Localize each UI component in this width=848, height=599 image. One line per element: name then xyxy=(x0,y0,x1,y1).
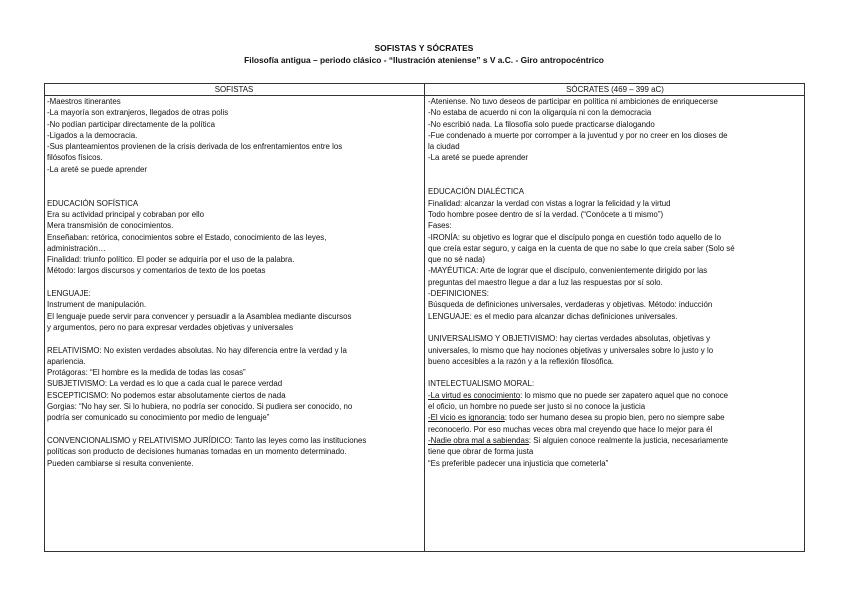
text-line: Fases: xyxy=(428,221,452,231)
text-line: políticas son producto de decisiones humanas tomadas en un momento determinado. xyxy=(47,447,347,457)
text-line: administración… xyxy=(47,243,106,253)
text-line: Instrument de manipulación. xyxy=(47,300,147,310)
inline-text: : todo ser humano desea su propio bien, pero no siempre sabe xyxy=(504,413,725,423)
text-line: Finalidad: triunfo político. El poder se adquiría por el uso de la palabra. xyxy=(47,255,295,265)
text-line: Protágoras: “El hombre es la medida de todas las cosas” xyxy=(47,368,246,378)
text-line: reconocerlo. Por eso muchas veces obra mal creyendo que hace lo mejor para él xyxy=(428,424,713,434)
text-line: -Ligados a la democracia. xyxy=(47,130,138,140)
socrates-intelectualismo xyxy=(428,378,802,468)
text-line: tiene que obrar de forma justa xyxy=(428,447,534,457)
text-line: Gorgias: “No hay ser. Si lo hubiera, no podría ser conocido. Si pudiera ser conocido, no xyxy=(47,402,353,412)
text-line: el oficio, un hombre no puede ser justo si no conoce la justicia xyxy=(428,402,646,412)
text-line: y argumentos, pero no para expresar verdades objetivas y universales xyxy=(47,322,294,332)
text-line: -La mayoría son extranjeros, llegados de otras polis xyxy=(47,108,229,118)
text-line: Todo hombre posee dentro de sí la verdad. (“Conócete a ti mismo”) xyxy=(428,209,664,219)
comparison-table xyxy=(44,83,805,552)
socrates-intro xyxy=(428,96,802,164)
text-line: Enseñaban: retórica, conocimientos sobre el Estado, conocimiento de las leyes, xyxy=(47,232,327,242)
text-line: Método: largos discursos y comentarios de texto de los poetas xyxy=(47,266,266,276)
text-line: UNIVERSALISMO Y OBJETIVISMO: hay ciertas verdades absolutas, objetivas y xyxy=(428,334,711,344)
sofistas-column xyxy=(47,84,421,469)
text-line: ESCEPTICISMO: No podemos estar absolutamente ciertos de nada xyxy=(47,390,286,400)
sofistas-relativismo xyxy=(47,345,421,424)
section-heading: INTELECTUALISMO MORAL: xyxy=(428,379,535,389)
text-line: RELATIVISMO: No existen verdades absolutas. No hay diferencia entre la verdad y la xyxy=(47,345,347,355)
text-line: Mera transmisión de conocimientos. xyxy=(47,221,174,231)
text-line: -IRONÍA: su objetivo es lograr que el discípulo ponga en cuestión todo aquello de lo xyxy=(428,232,722,242)
text-line: Finalidad: alcanzar la verdad con vistas a lograr la felicidad y la virtud xyxy=(428,198,671,208)
sofistas-intro xyxy=(47,96,421,175)
text-line: que no sé nada) xyxy=(428,255,486,265)
text-line: preguntas del maestro llegue a dar a luz las respuestas por sí solo. xyxy=(428,277,663,287)
text-line: Búsqueda de definiciones universales, verdaderas y objetivas. Método: inducción xyxy=(428,300,713,310)
sofistas-educacion xyxy=(47,198,421,277)
text-line xyxy=(428,435,802,446)
text-line: -Fue condenado a muerte por corromper a la juventud y por no creer en los dioses de xyxy=(428,130,728,140)
document-subtitle: Filosofía antigua – periodo clásico - “Ilustración ateniense” s V a.C. - Giro antropocéntrico xyxy=(244,55,604,65)
text-line: LENGUAJE: es el medio para alcanzar dichas definiciones universales. xyxy=(428,311,678,321)
socrates-header: SÓCRATES (469 – 399 aC) xyxy=(566,85,664,94)
section-heading: LENGUAJE: xyxy=(47,289,91,299)
section-heading: EDUCACIÓN SOFÍSTICA xyxy=(47,198,139,208)
text-line: CONVENCIONALISMO y RELATIVISMO JURÍDICO: Tanto las leyes como las instituciones xyxy=(47,435,367,445)
text-line: -La areté se puede aprender xyxy=(47,164,148,174)
underlined-term: -El vicio es ignorancia xyxy=(428,413,505,423)
column-divider xyxy=(424,84,425,551)
sofistas-lenguaje xyxy=(47,288,421,333)
text-line: Pueden cambiarse si resulta conveniente. xyxy=(47,458,194,468)
inline-text: : lo mismo que no puede ser zapatero aquel que no conoce xyxy=(520,390,729,400)
text-line: apariencia. xyxy=(47,356,86,366)
text-line: bueno accesibles a la razón y a la reflexión filosófica. xyxy=(428,356,614,366)
text-line: -MAYÉUTICA: Arte de lograr que el discípulo, convenientemente dirigido por las xyxy=(428,266,708,276)
text-line: filósofos físicos. xyxy=(47,153,103,163)
text-line: la ciudad xyxy=(428,142,460,152)
sofistas-convencionalismo xyxy=(47,435,421,469)
text-line: que creía estar seguro, y caiga en la cuenta de que no sabe lo que creía saber (Solo sé xyxy=(428,243,735,253)
text-line xyxy=(428,412,802,423)
inline-text: : Si alguien conoce realmente la justicia, necesariamente xyxy=(528,435,729,445)
text-line: -Maestros itinerantes xyxy=(47,97,121,106)
text-line: -No estaba de acuerdo ni con la oligarquía ni con la democracia xyxy=(428,108,652,118)
document-title: SOFISTAS Y SÓCRATES xyxy=(374,43,474,53)
socrates-universalismo xyxy=(428,333,802,367)
socrates-educacion xyxy=(428,186,802,322)
socrates-column xyxy=(428,84,802,469)
text-line: podría ser comunicado su conocimiento por medio de lenguaje” xyxy=(47,413,270,423)
text-line: -Ateniense. No tuvo deseos de participar en política ni ambiciones de enriquecerse xyxy=(428,97,718,106)
section-heading: EDUCACIÓN DIALÉCTICA xyxy=(428,187,525,197)
text-line: El lenguaje puede servir para convencer y persuadir a la Asamblea mediante discursos xyxy=(47,311,352,321)
text-line: -No podían participar directamente de la política xyxy=(47,119,215,129)
text-line: -Sus planteamientos provienen de la crisis derivada de los enfrentamientos entre los xyxy=(47,142,343,152)
text-line: -DEFINICIONES: xyxy=(428,289,489,299)
underlined-term: -Nadie obra mal a sabiendas xyxy=(428,435,529,445)
underlined-term: -La virtud es conocimiento xyxy=(428,390,521,400)
quote-line: “Es preferible padecer una injusticia que cometerla” xyxy=(428,458,609,468)
sofistas-header: SOFISTAS xyxy=(214,85,254,94)
text-line: SUBJETIVISMO: La verdad es lo que a cada cual le parece verdad xyxy=(47,379,283,389)
text-line: Era su actividad principal y cobraban por ello xyxy=(47,209,205,219)
text-line: -No escribió nada. La filosofía solo puede practicarse dialogando xyxy=(428,119,655,129)
text-line: -La areté se puede aprender xyxy=(428,153,529,163)
text-line xyxy=(428,390,802,401)
text-line: universales, lo mismo que hay nociones objetivas y universales sobre lo justo y lo xyxy=(428,345,714,355)
